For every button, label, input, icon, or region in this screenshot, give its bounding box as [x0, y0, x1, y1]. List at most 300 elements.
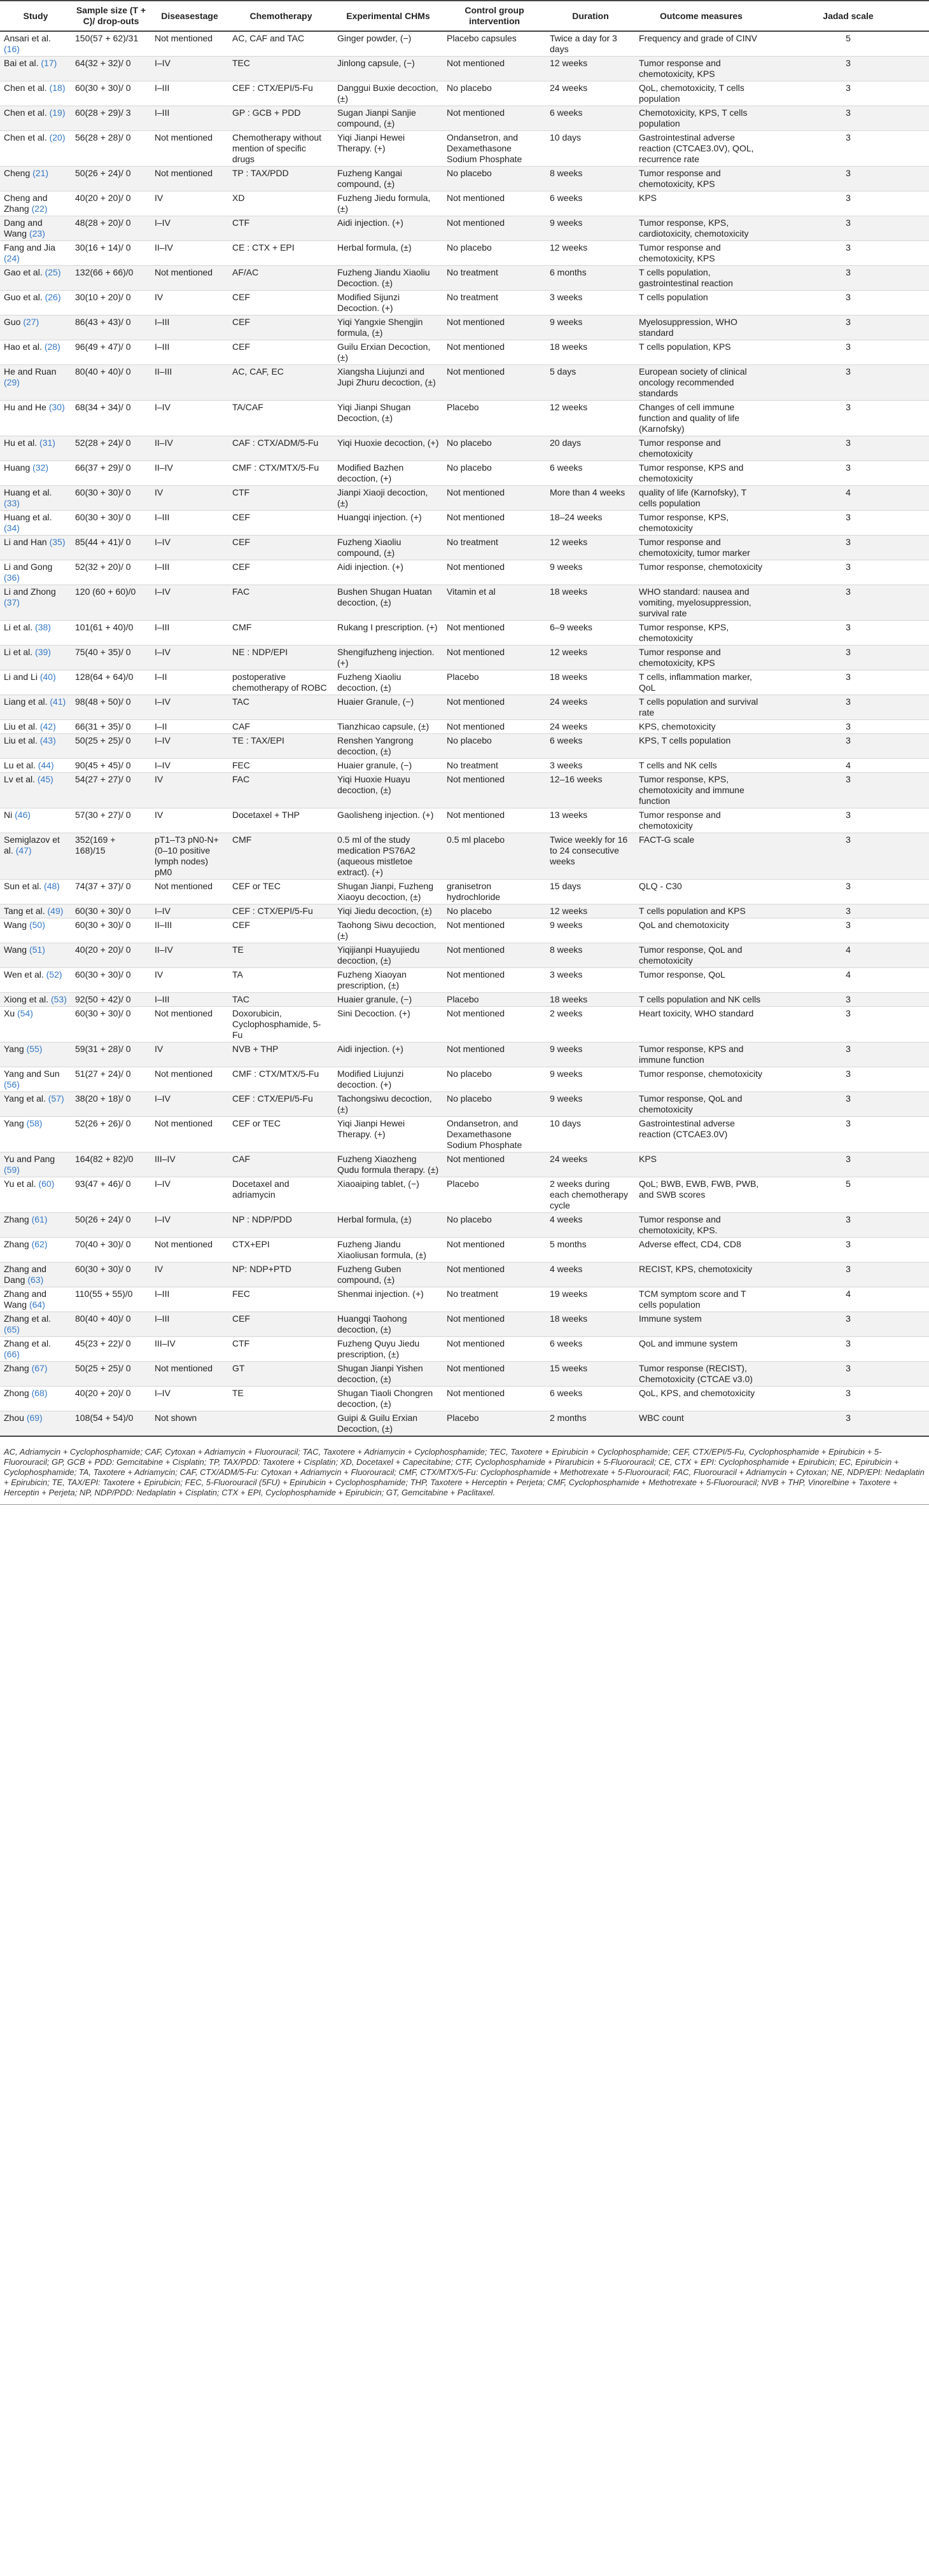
duration-cell: 12 weeks: [546, 401, 635, 436]
table-footnote: AC, Adriamycin + Cyclophosphamide; CAF, Cytoxan + Adriamycin + Fluorouracil; TAC, Taxotere + Adriamycin + Cyclophosphamide; TEC, Taxotere + Epirubicin + Cyclophosphamide; CEF, CTX/EPI/5-Fu, Cyclophosphamide + Epirubicin + 5-Fluorouracil; GP, GCB + PDD: Gemcitabine + Cisplatin; TP, TAX/PDD: Taxotere + Cisplatin; XD, Docetaxel + Capecitabine; CTF, Cyclophosphamide + Pirarubicin + 5-Fluorouracil; CE, CTX + EPI: Cyclophosphamide + Epirubicin; EC, Epirubicin + Cyclophosphamide; TA, Taxotere + Adriamycin; CAF, CTX/ADM/5-Fu: Cytoxan + Adriamycin + Fluorouracil; CMF, CTX/MTX/5-Fu: Cyclophosphamide + Methotrexate + 5-Fluorouracil; FAC, Fluorouracil + Adriamycin + Cytoxan; NE, NDP/EPI: Nedaplatin + Epirubicin; TE, TAX/EPI: Taxotere + Epirubicin; FEC, 5-Fluorouracil (5FU) + Epirubicin + Cyclophosphamide; THP, Taxotere + Herceptin + Perjeta; CMF, Cyclophosphamide + Methotrexate + 5-Fluorouracil; NVB + THP, Vinorelbine + Taxotere + Herceptin + Perjeta; NP, NDP/PDD: Nedaplatin + Cisplatin; CTX + EPI, Cyclophosphamide + Epirubicin; GT, Gemcitabine + Paclitaxel.: [0, 1437, 929, 1505]
col-chemotherapy: Chemotherapy: [228, 1, 333, 31]
citation-link[interactable]: (17): [41, 58, 57, 68]
jadad-scale-cell: 3: [767, 1092, 929, 1117]
duration-cell: 12 weeks: [546, 904, 635, 918]
duration-cell: 9 weeks: [546, 315, 635, 340]
citation-link[interactable]: (28): [44, 342, 60, 352]
disease-stage-cell: pT1–T3 pN0-N+ (0–10 positive lymph nodes) pM0: [151, 833, 228, 880]
experimental-chm-cell: Fuzheng Jiedu formula, (±): [333, 191, 443, 216]
citation-link[interactable]: (49): [47, 906, 64, 916]
chemotherapy-cell: CMF : CTX/MTX/5-Fu: [228, 1067, 333, 1092]
study-cell: [0, 401, 71, 436]
disease-stage-cell: II–III: [151, 918, 228, 943]
table-row: [0, 773, 929, 808]
sample-size-cell: 50(26 + 24)/ 0: [71, 167, 151, 191]
outcome-measures-cell: Tumor response, QoL and chemotoxicity: [635, 1092, 767, 1117]
chemotherapy-cell: CMF: [228, 833, 333, 880]
control-group-cell: Not mentioned: [443, 968, 546, 993]
table-row: [0, 216, 929, 241]
table-row: [0, 904, 929, 918]
study-name: He and Ruan: [4, 366, 57, 377]
duration-cell: 5 months: [546, 1238, 635, 1263]
citation-link[interactable]: (25): [45, 267, 61, 277]
chemotherapy-cell: AC, CAF, EC: [228, 365, 333, 401]
outcome-measures-cell: T cells population: [635, 291, 767, 315]
sample-size-cell: 74(37 + 37)/ 0: [71, 880, 151, 904]
citation-link[interactable]: (58): [26, 1118, 43, 1128]
disease-stage-cell: I–IV: [151, 216, 228, 241]
jadad-scale-cell: 3: [767, 773, 929, 808]
table-row: [0, 695, 929, 720]
sample-size-cell: 38(20 + 18)/ 0: [71, 1092, 151, 1117]
study-cell: [0, 1213, 71, 1238]
citation-link[interactable]: (67): [31, 1363, 48, 1373]
citation-link[interactable]: (52): [46, 969, 62, 980]
table-row: [0, 31, 929, 57]
citation-link[interactable]: (48): [44, 881, 60, 891]
outcome-measures-cell: QoL and immune system: [635, 1337, 767, 1362]
study-cell: [0, 585, 71, 621]
control-group-cell: Ondansetron, and Dexamethasone Sodium Phosphate: [443, 131, 546, 167]
outcome-measures-cell: Tumor response and chemotoxicity, tumor marker: [635, 536, 767, 560]
study-name: Yu et al.: [4, 1179, 36, 1189]
study-name: Zhang and Wang: [4, 1289, 46, 1310]
col-experimental-chms: Experimental CHMs: [333, 1, 443, 31]
disease-stage-cell: II–IV: [151, 461, 228, 486]
outcome-measures-cell: Tumor response, KPS, chemotoxicity: [635, 621, 767, 646]
study-name: Li et al.: [4, 622, 33, 632]
citation-link[interactable]: (69): [26, 1413, 43, 1423]
jadad-scale-cell: 3: [767, 1411, 929, 1437]
citation-link[interactable]: (27): [23, 317, 39, 327]
table-row: [0, 291, 929, 315]
table-row: [0, 968, 929, 993]
duration-cell: 6 weeks: [546, 1387, 635, 1411]
outcome-measures-cell: Tumor response and chemotoxicity, KPS.: [635, 1213, 767, 1238]
jadad-scale-cell: 3: [767, 833, 929, 880]
jadad-scale-cell: 3: [767, 734, 929, 759]
jadad-scale-cell: 3: [767, 1117, 929, 1153]
citation-link[interactable]: (31): [39, 438, 55, 448]
disease-stage-cell: I–IV: [151, 904, 228, 918]
jadad-scale-cell: 3: [767, 1213, 929, 1238]
study-cell: [0, 461, 71, 486]
outcome-measures-cell: Tumor response, KPS, cardiotoxicity, chemotoxicity: [635, 216, 767, 241]
duration-cell: 18 weeks: [546, 993, 635, 1007]
disease-stage-cell: IV: [151, 1263, 228, 1287]
duration-cell: 15 weeks: [546, 1362, 635, 1387]
table-row: [0, 1177, 929, 1213]
control-group-cell: Not mentioned: [443, 1007, 546, 1042]
disease-stage-cell: Not mentioned: [151, 880, 228, 904]
disease-stage-cell: I–IV: [151, 1387, 228, 1411]
outcome-measures-cell: Gastrointestinal adverse reaction (CTCAE3.0V), QOL, recurrence rate: [635, 131, 767, 167]
study-name: Liu et al.: [4, 721, 38, 731]
table-row: [0, 759, 929, 773]
duration-cell: Twice a day for 3 days: [546, 31, 635, 57]
citation-link[interactable]: (59): [4, 1165, 20, 1175]
study-name: Lv et al.: [4, 774, 36, 784]
table-row: [0, 1337, 929, 1362]
study-cell: [0, 81, 71, 106]
disease-stage-cell: I–IV: [151, 401, 228, 436]
table-row: [0, 1213, 929, 1238]
study-cell: [0, 1337, 71, 1362]
sample-size-cell: 90(45 + 45)/ 0: [71, 759, 151, 773]
sample-size-cell: 352(169 + 168)/15: [71, 833, 151, 880]
citation-link[interactable]: (56): [4, 1079, 20, 1090]
disease-stage-cell: I–IV: [151, 1177, 228, 1213]
jadad-scale-cell: 4: [767, 1287, 929, 1312]
jadad-scale-cell: 3: [767, 241, 929, 266]
table-row: [0, 81, 929, 106]
citation-link[interactable]: (24): [4, 253, 20, 263]
experimental-chm-cell: Shugan Tiaoli Chongren decoction, (±): [333, 1387, 443, 1411]
experimental-chm-cell: Fuzheng Kangai compound, (±): [333, 167, 443, 191]
study-name: Lu et al.: [4, 760, 36, 770]
chemotherapy-cell: CEF or TEC: [228, 880, 333, 904]
study-cell: [0, 833, 71, 880]
table-row: [0, 486, 929, 511]
jadad-scale-cell: 3: [767, 621, 929, 646]
study-cell: [0, 486, 71, 511]
control-group-cell: Not mentioned: [443, 1153, 546, 1177]
study-name: Li et al.: [4, 647, 33, 657]
outcome-measures-cell: Tumor response, chemotoxicity: [635, 560, 767, 585]
duration-cell: 24 weeks: [546, 720, 635, 734]
citation-link[interactable]: (44): [38, 760, 54, 770]
jadad-scale-cell: 3: [767, 461, 929, 486]
citation-link[interactable]: (41): [50, 696, 66, 707]
study-cell: [0, 904, 71, 918]
control-group-cell: Not mentioned: [443, 621, 546, 646]
study-cell: [0, 670, 71, 695]
disease-stage-cell: IV: [151, 191, 228, 216]
disease-stage-cell: I–III: [151, 1287, 228, 1312]
experimental-chm-cell: Huaier granule, (−): [333, 993, 443, 1007]
citation-link[interactable]: (21): [32, 168, 49, 178]
disease-stage-cell: Not mentioned: [151, 131, 228, 167]
citation-link[interactable]: (63): [27, 1275, 44, 1285]
citation-link[interactable]: (60): [38, 1179, 55, 1189]
citation-link[interactable]: (39): [35, 647, 51, 657]
outcome-measures-cell: KPS: [635, 1153, 767, 1177]
citation-link[interactable]: (30): [48, 402, 65, 412]
citation-link[interactable]: (35): [49, 537, 66, 547]
experimental-chm-cell: Modified Bazhen decoction, (+): [333, 461, 443, 486]
jadad-scale-cell: 3: [767, 365, 929, 401]
chemotherapy-cell: CEF: [228, 918, 333, 943]
outcome-measures-cell: Tumor response, KPS, chemotoxicity and immune function: [635, 773, 767, 808]
duration-cell: 12 weeks: [546, 241, 635, 266]
outcome-measures-cell: T cells population, KPS: [635, 340, 767, 365]
table-row: [0, 993, 929, 1007]
outcome-measures-cell: KPS, T cells population: [635, 734, 767, 759]
sample-size-cell: 120 (60 + 60)/0: [71, 585, 151, 621]
study-name: Yu and Pang: [4, 1154, 55, 1164]
table-row: [0, 241, 929, 266]
study-cell: [0, 315, 71, 340]
study-name: Ansari et al.: [4, 33, 51, 43]
chemotherapy-cell: CEF or TEC: [228, 1117, 333, 1153]
experimental-chm-cell: Fuzheng Xiaoliu compound, (±): [333, 536, 443, 560]
jadad-scale-cell: 3: [767, 216, 929, 241]
study-cell: [0, 216, 71, 241]
sample-size-cell: 93(47 + 46)/ 0: [71, 1177, 151, 1213]
duration-cell: 18–24 weeks: [546, 511, 635, 536]
experimental-chm-cell: Renshen Yangrong decoction, (±): [333, 734, 443, 759]
study-cell: [0, 31, 71, 57]
citation-link[interactable]: (61): [31, 1214, 48, 1224]
jadad-scale-cell: 3: [767, 1007, 929, 1042]
sample-size-cell: 60(30 + 30)/ 0: [71, 81, 151, 106]
study-name: Zhang and Dang: [4, 1264, 46, 1285]
citation-link[interactable]: (45): [37, 774, 53, 784]
citation-link[interactable]: (20): [49, 132, 66, 142]
outcome-measures-cell: Tumor response, KPS and immune function: [635, 1042, 767, 1067]
experimental-chm-cell: Tachongsiwu decoction, (±): [333, 1092, 443, 1117]
experimental-chm-cell: Aidi injection. (+): [333, 1042, 443, 1067]
citation-link[interactable]: (26): [45, 292, 61, 302]
jadad-scale-cell: 3: [767, 670, 929, 695]
duration-cell: 5 days: [546, 365, 635, 401]
experimental-chm-cell: Yiqi Huoxie Huayu decoction, (±): [333, 773, 443, 808]
citation-link[interactable]: (40): [39, 672, 56, 682]
study-name: Cheng and Zhang: [4, 193, 48, 214]
citation-link[interactable]: (32): [32, 462, 49, 473]
control-group-cell: Not mentioned: [443, 1337, 546, 1362]
outcome-measures-cell: Tumor response, QoL and chemotoxicity: [635, 943, 767, 968]
chemotherapy-cell: Docetaxel + THP: [228, 808, 333, 833]
citation-link[interactable]: (38): [35, 622, 51, 632]
outcome-measures-cell: T cells population and KPS: [635, 904, 767, 918]
citation-link[interactable]: (29): [4, 377, 20, 387]
table-row: [0, 340, 929, 365]
disease-stage-cell: Not mentioned: [151, 1067, 228, 1092]
study-name: Xu: [4, 1008, 15, 1018]
experimental-chm-cell: Yiqi Jiedu decoction, (±): [333, 904, 443, 918]
outcome-measures-cell: QoL, KPS, and chemotoxicity: [635, 1387, 767, 1411]
table-row: [0, 536, 929, 560]
outcome-measures-cell: Gastrointestinal adverse reaction (CTCAE3.0V): [635, 1117, 767, 1153]
col-jadad-scale: Jadad scale: [767, 1, 929, 31]
table-row: [0, 943, 929, 968]
citation-link[interactable]: (62): [31, 1239, 48, 1249]
outcome-measures-cell: KPS: [635, 191, 767, 216]
chemotherapy-cell: TE: [228, 943, 333, 968]
duration-cell: 19 weeks: [546, 1287, 635, 1312]
jadad-scale-cell: 3: [767, 340, 929, 365]
disease-stage-cell: Not mentioned: [151, 266, 228, 291]
control-group-cell: Not mentioned: [443, 720, 546, 734]
jadad-scale-cell: 3: [767, 1312, 929, 1337]
jadad-scale-cell: 3: [767, 511, 929, 536]
study-cell: [0, 1387, 71, 1411]
control-group-cell: Not mentioned: [443, 1387, 546, 1411]
citation-link[interactable]: (23): [29, 228, 45, 239]
study-name: Yang et al.: [4, 1093, 46, 1104]
citation-link[interactable]: (53): [50, 994, 67, 1004]
disease-stage-cell: I–III: [151, 81, 228, 106]
study-name: Fang and Jia: [4, 242, 55, 253]
study-cell: [0, 1411, 71, 1437]
duration-cell: 18 weeks: [546, 670, 635, 695]
jadad-scale-cell: 3: [767, 720, 929, 734]
study-cell: [0, 808, 71, 833]
outcome-measures-cell: Adverse effect, CD4, CD8: [635, 1238, 767, 1263]
experimental-chm-cell: Fuzheng Xiaoyan prescription, (±): [333, 968, 443, 993]
citation-link[interactable]: (65): [4, 1324, 20, 1334]
disease-stage-cell: Not mentioned: [151, 1117, 228, 1153]
outcome-measures-cell: Immune system: [635, 1312, 767, 1337]
duration-cell: 6 weeks: [546, 106, 635, 131]
sample-size-cell: 50(26 + 24)/ 0: [71, 1213, 151, 1238]
col-study: Study: [0, 1, 71, 31]
study-name: Hu et al.: [4, 438, 38, 448]
table-row: [0, 131, 929, 167]
chemotherapy-cell: Docetaxel and adriamycin: [228, 1177, 333, 1213]
experimental-chm-cell: Sugan Jianpi Sanjie compound, (±): [333, 106, 443, 131]
study-name: Semiglazov et al.: [4, 834, 60, 855]
control-group-cell: Not mentioned: [443, 695, 546, 720]
disease-stage-cell: I–IV: [151, 695, 228, 720]
chemotherapy-cell: CMF: [228, 621, 333, 646]
citation-link[interactable]: (55): [26, 1044, 43, 1054]
citation-link[interactable]: (43): [39, 735, 56, 745]
table-row: [0, 106, 929, 131]
study-cell: [0, 106, 71, 131]
citation-link[interactable]: (46): [15, 810, 31, 820]
study-cell: [0, 918, 71, 943]
control-group-cell: No treatment: [443, 291, 546, 315]
citation-link[interactable]: (33): [4, 498, 20, 508]
experimental-chm-cell: Aidi injection. (+): [333, 216, 443, 241]
sample-size-cell: 60(28 + 29)/ 3: [71, 106, 151, 131]
study-cell: [0, 167, 71, 191]
table-row: [0, 585, 929, 621]
citation-link[interactable]: (47): [15, 845, 32, 855]
jadad-scale-cell: 3: [767, 167, 929, 191]
table-row: [0, 646, 929, 670]
experimental-chm-cell: Bushen Shugan Huatan decoction, (±): [333, 585, 443, 621]
chemotherapy-cell: CEF : CTX/EPI/5-Fu: [228, 1092, 333, 1117]
disease-stage-cell: II–IV: [151, 241, 228, 266]
disease-stage-cell: I–III: [151, 315, 228, 340]
disease-stage-cell: III–IV: [151, 1153, 228, 1177]
control-group-cell: Not mentioned: [443, 1362, 546, 1387]
chemotherapy-cell: FEC: [228, 1287, 333, 1312]
experimental-chm-cell: Huangqi Taohong decoction, (±): [333, 1312, 443, 1337]
duration-cell: 3 weeks: [546, 291, 635, 315]
jadad-scale-cell: 4: [767, 968, 929, 993]
study-name: Hu and He: [4, 402, 46, 412]
experimental-chm-cell: Fuzheng Quyu Jiedu prescription, (±): [333, 1337, 443, 1362]
outcome-measures-cell: Tumor response and chemotoxicity, KPS: [635, 241, 767, 266]
control-group-cell: Not mentioned: [443, 773, 546, 808]
citation-link[interactable]: (57): [48, 1093, 64, 1104]
control-group-cell: No placebo: [443, 1092, 546, 1117]
experimental-chm-cell: Yiqi Jianpi Shugan Decoction, (±): [333, 401, 443, 436]
outcome-measures-cell: Tumor response and chemotoxicity: [635, 808, 767, 833]
duration-cell: 15 days: [546, 880, 635, 904]
study-cell: [0, 720, 71, 734]
col-outcome-measures: Outcome measures: [635, 1, 767, 31]
citation-link[interactable]: (16): [4, 44, 20, 54]
study-cell: [0, 191, 71, 216]
duration-cell: 6 weeks: [546, 734, 635, 759]
citation-link[interactable]: (64): [29, 1299, 45, 1310]
citation-link[interactable]: (51): [29, 945, 45, 955]
jadad-scale-cell: 3: [767, 291, 929, 315]
sample-size-cell: 40(20 + 20)/ 0: [71, 1387, 151, 1411]
chemotherapy-cell: CAF: [228, 720, 333, 734]
jadad-scale-cell: 3: [767, 1042, 929, 1067]
disease-stage-cell: I–IV: [151, 1092, 228, 1117]
outcome-measures-cell: TCM symptom score and T cells population: [635, 1287, 767, 1312]
table-row: [0, 734, 929, 759]
sample-size-cell: 40(20 + 20)/ 0: [71, 943, 151, 968]
disease-stage-cell: Not shown: [151, 1411, 228, 1437]
study-cell: [0, 621, 71, 646]
table-row: [0, 621, 929, 646]
study-name: Hao et al.: [4, 342, 42, 352]
citation-link[interactable]: (50): [29, 920, 45, 930]
experimental-chm-cell: Yiqi Yangxie Shengjin formula, (±): [333, 315, 443, 340]
sample-size-cell: 48(28 + 20)/ 0: [71, 216, 151, 241]
disease-stage-cell: I–IV: [151, 1213, 228, 1238]
disease-stage-cell: III–IV: [151, 1337, 228, 1362]
citation-link[interactable]: (34): [4, 523, 20, 533]
disease-stage-cell: IV: [151, 808, 228, 833]
citation-link[interactable]: (68): [31, 1388, 48, 1398]
experimental-chm-cell: Fuzheng Xiaoliu decoction, (±): [333, 670, 443, 695]
duration-cell: 3 weeks: [546, 968, 635, 993]
table-row: [0, 1238, 929, 1263]
col-sample-size: Sample size (T + C)/ drop-outs: [71, 1, 151, 31]
disease-stage-cell: IV: [151, 773, 228, 808]
study-name: Zhang et al.: [4, 1313, 51, 1324]
sample-size-cell: 64(32 + 32)/ 0: [71, 57, 151, 81]
study-cell: [0, 131, 71, 167]
experimental-chm-cell: Fuzheng Jiandu Xiaoliu Decoction. (±): [333, 266, 443, 291]
duration-cell: 6 months: [546, 266, 635, 291]
duration-cell: 9 weeks: [546, 918, 635, 943]
citation-link[interactable]: (54): [17, 1008, 33, 1018]
sample-size-cell: 52(28 + 24)/ 0: [71, 436, 151, 461]
experimental-chm-cell: Huangqi injection. (+): [333, 511, 443, 536]
disease-stage-cell: I–IV: [151, 646, 228, 670]
citation-link[interactable]: (37): [4, 597, 20, 607]
citation-link[interactable]: (42): [39, 721, 56, 731]
citation-link[interactable]: (66): [4, 1349, 20, 1359]
experimental-chm-cell: Shugan Jianpi Yishen decoction, (±): [333, 1362, 443, 1387]
outcome-measures-cell: Chemotoxicity, KPS, T cells population: [635, 106, 767, 131]
control-group-cell: Vitamin et al: [443, 585, 546, 621]
jadad-scale-cell: 3: [767, 401, 929, 436]
jadad-scale-cell: 3: [767, 560, 929, 585]
study-cell: [0, 695, 71, 720]
citation-link[interactable]: (18): [49, 83, 66, 93]
study-name: Li and Gong: [4, 562, 53, 572]
citation-link[interactable]: (36): [4, 572, 20, 583]
experimental-chm-cell: Shenmai injection. (+): [333, 1287, 443, 1312]
citation-link[interactable]: (22): [31, 204, 48, 214]
disease-stage-cell: II–IV: [151, 943, 228, 968]
experimental-chm-cell: Modified Sijunzi Decoction. (+): [333, 291, 443, 315]
experimental-chm-cell: Rukang I prescription. (+): [333, 621, 443, 646]
study-name: Zhang: [4, 1363, 29, 1373]
citation-link[interactable]: (19): [49, 107, 66, 118]
